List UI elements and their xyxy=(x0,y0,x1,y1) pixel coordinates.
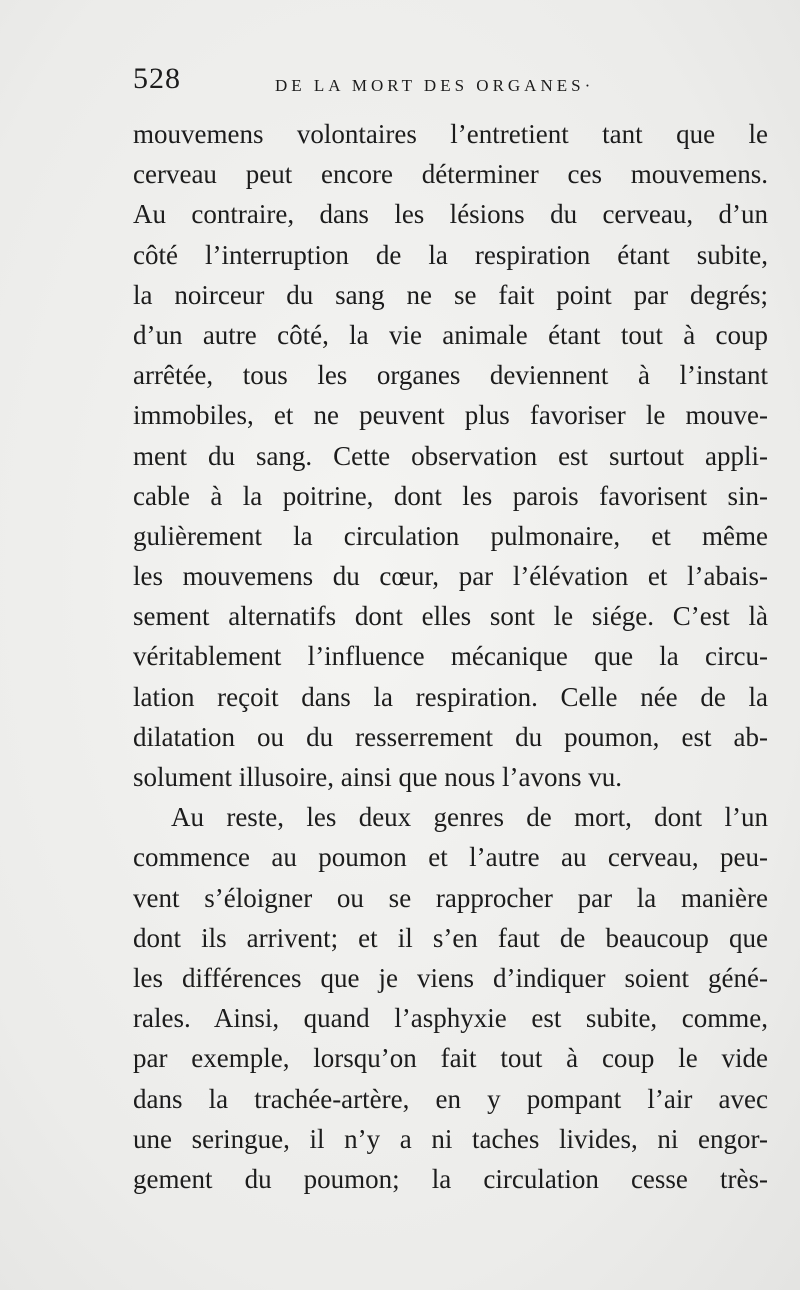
text-line: Au reste, les deux genres de mort, dont l’un xyxy=(171,802,768,833)
text-line: mouvemens volontaires l’entretient tant que le xyxy=(133,119,768,149)
paragraph-2 xyxy=(133,797,768,1199)
text-line: rales. Ainsi, quand l’asphyxie est subite, comme, xyxy=(133,1003,768,1034)
text-line: cerveau peut encore déterminer ces mouvemens. xyxy=(133,159,768,190)
text-line: ment du sang. Cette observation est surtout appli- xyxy=(133,440,768,471)
text-line: vent s’éloigner ou se rapprocher par la manière xyxy=(133,882,768,913)
text-line: commence au poumon et l’autre au cerveau, peu- xyxy=(133,842,768,873)
text-line: dans la trachée-artère, en y pompant l’air avec xyxy=(133,1083,768,1114)
text-line: dont ils arrivent; et il s’en faut de beaucoup que xyxy=(133,922,768,953)
text-line: gement du poumon; la circulation cesse très- xyxy=(133,1163,768,1194)
text-line: arrêtée, tous les organes deviennent à l’instant xyxy=(133,360,768,391)
text-line: les mouvemens du cœur, par l’élévation et l’abais- xyxy=(133,561,768,592)
text-line: les différences que je viens d’indiquer soient géné- xyxy=(133,962,768,993)
text-line: côté l’interruption de la respiration étant subite, xyxy=(133,239,768,270)
text-line: gulièrement la circulation pulmonaire, et même xyxy=(133,520,768,551)
paragraph-1 xyxy=(133,114,768,797)
page-header xyxy=(133,62,753,102)
page-number: 528 xyxy=(133,62,181,95)
running-head: DE LA MORT DES ORGANES· xyxy=(275,76,595,95)
text-line: dilatation ou du resserrement du poumon, est ab- xyxy=(133,721,768,752)
text-line: une seringue, il n’y a ni taches livides, ni engor- xyxy=(133,1123,768,1154)
text-line: solument illusoire, ainsi que nous l’avons vu. xyxy=(133,762,622,792)
text-line: d’un autre côté, la vie animale étant tout à coup xyxy=(133,319,768,350)
text-line: sement alternatifs dont elles sont le siége. C’est là xyxy=(133,601,768,632)
text-line: la noirceur du sang ne se fait point par degrés; xyxy=(133,279,768,310)
text-line: immobiles, et ne peuvent plus favoriser le mouve- xyxy=(133,400,768,431)
body-text xyxy=(133,114,768,1199)
text-line: lation reçoit dans la respiration. Celle née de la xyxy=(133,681,768,712)
text-line: cable à la poitrine, dont les parois favorisent sin- xyxy=(133,480,768,511)
text-line: véritablement l’influence mécanique que la circu- xyxy=(133,641,768,672)
text-line: Au contraire, dans les lésions du cerveau, d’un xyxy=(133,199,768,230)
text-line: par exemple, lorsqu’on fait tout à coup le vide xyxy=(133,1043,768,1074)
